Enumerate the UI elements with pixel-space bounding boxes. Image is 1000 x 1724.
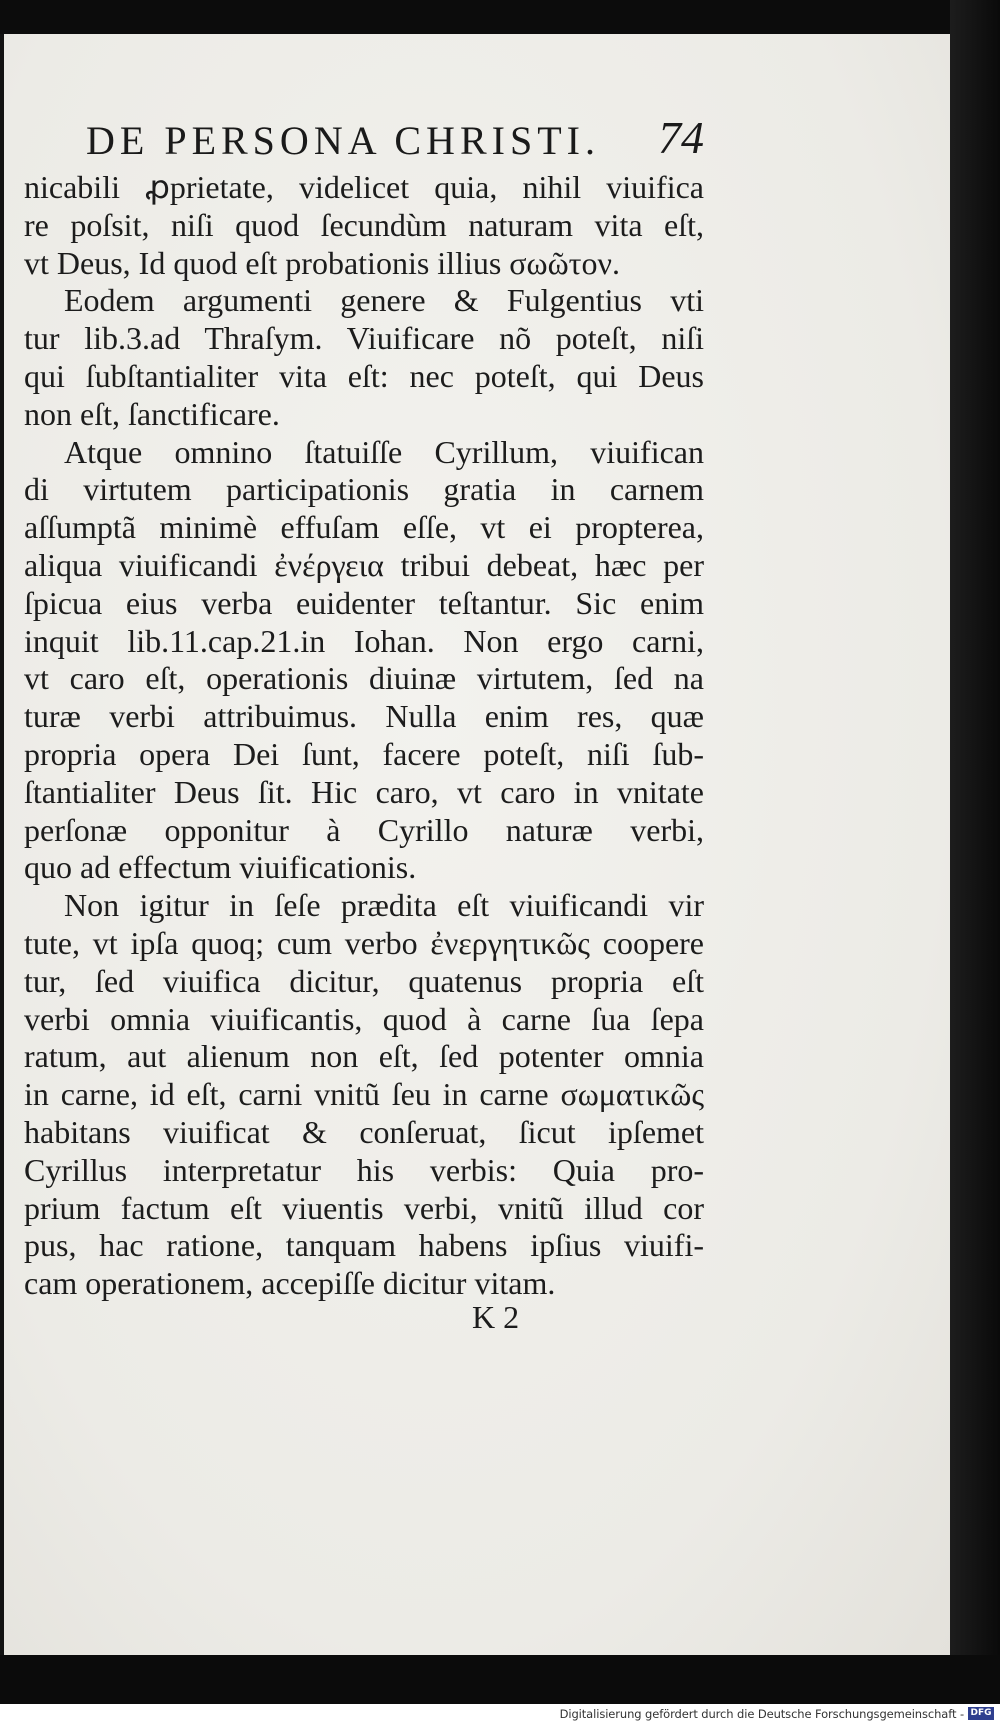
text-line: tute, vt ipſa quoq; cum verbo ἐνεργητικῶς coopere — [24, 924, 704, 961]
text-line: vt Deus, Id quod eſt probationis illius σωῶτον. — [24, 244, 620, 281]
scan-right-border — [950, 0, 1000, 1724]
text-line: ſtantialiter Deus ſit. Hic caro, vt caro in vnitate — [24, 773, 704, 810]
text-line: cam operationem, accepiſſe dicitur vitam. — [24, 1265, 556, 1302]
text-line: tur lib.3.ad Thraſym. Viuificare nõ poteſt, niſi — [24, 320, 704, 357]
dfg-logo: DFG — [968, 1707, 994, 1720]
signature-mark: K 2 — [472, 1299, 520, 1335]
text-line: quo ad effectum viuificationis. — [24, 849, 417, 886]
text-line: ratum, aut alienum non eſt, ſed potenter omnia — [24, 1038, 704, 1075]
text-line: aliqua viuificandi ἐνέργεια tribui debeat, hæc per — [24, 546, 704, 583]
page-number: 74 — [658, 112, 704, 163]
text-line: ſpicua eius verba euidenter teſtantur. Sic enim — [24, 584, 704, 621]
text-line: vt caro eſt, operationis diuinæ virtutem, ſed na — [24, 660, 704, 697]
text-line: in carne, id eſt, carni vnitũ ſeu in carne σωματικῶς — [24, 1076, 704, 1113]
text-line: non eſt, ſanctificare. — [24, 395, 280, 432]
text-line: tur, ſed viuifica dicitur, quatenus propria eſt — [24, 962, 704, 999]
text-line: re poſsit, niſi quod ſecundùm naturam vita eſt, — [24, 206, 704, 243]
running-head — [24, 112, 714, 166]
text-line: inquit lib.11.cap.21.in Iohan. Non ergo carni, — [24, 622, 704, 659]
text-line: aſſumptã minimè effuſam eſſe, vt ei propterea, — [24, 509, 704, 546]
text-line: Cyrillus interpretatur his verbis: Quia pro- — [24, 1151, 704, 1188]
funding-credit: Digitalisierung gefördert durch die Deutsche Forschungsgemeinschaft - — [559, 1707, 964, 1721]
text-line: perſonæ opponitur à Cyrillo naturæ verbi, — [24, 811, 704, 848]
text-line: Eodem argumenti genere & Fulgentius vti — [64, 282, 704, 319]
text-line: Non igitur in ſeſe prædita eſt viuificandi vir — [64, 887, 704, 924]
running-head-title: DE PERSONA CHRISTI. — [86, 118, 600, 163]
text-line: prium factum eſt viuentis verbi, vnitũ illud cor — [24, 1189, 704, 1226]
text-line: pus, hac ratione, tanquam habens ipſius viuifi- — [24, 1227, 704, 1264]
text-line: propria opera Dei ſunt, facere poteſt, niſi ſub- — [24, 735, 704, 772]
text-line: Atque omnino ſtatuiſſe Cyrillum, viuifican — [64, 433, 704, 470]
text-line: di virtutem participationis gratia in carnem — [24, 471, 704, 508]
scan-top-border — [0, 0, 1000, 34]
page-content — [24, 112, 714, 1303]
text-line: qui ſubſtantialiter vita eſt: nec poteſt, qui Deus — [24, 357, 704, 394]
text-line: verbi omnia viuificantis, quod à carne ſua ſepa — [24, 1000, 704, 1037]
book-page — [4, 34, 950, 1655]
digitization-footer — [0, 1704, 1000, 1724]
text-line: nicabili ꝓprietate, videlicet quia, nihil viuifica — [24, 169, 704, 205]
body-text — [24, 169, 714, 1303]
scan-bottom-border — [0, 1655, 1000, 1704]
text-line: turæ verbi attribuimus. Nulla enim res, quæ — [24, 698, 704, 735]
text-line: habitans viuificat & conſeruat, ſicut ipſemet — [24, 1113, 704, 1150]
